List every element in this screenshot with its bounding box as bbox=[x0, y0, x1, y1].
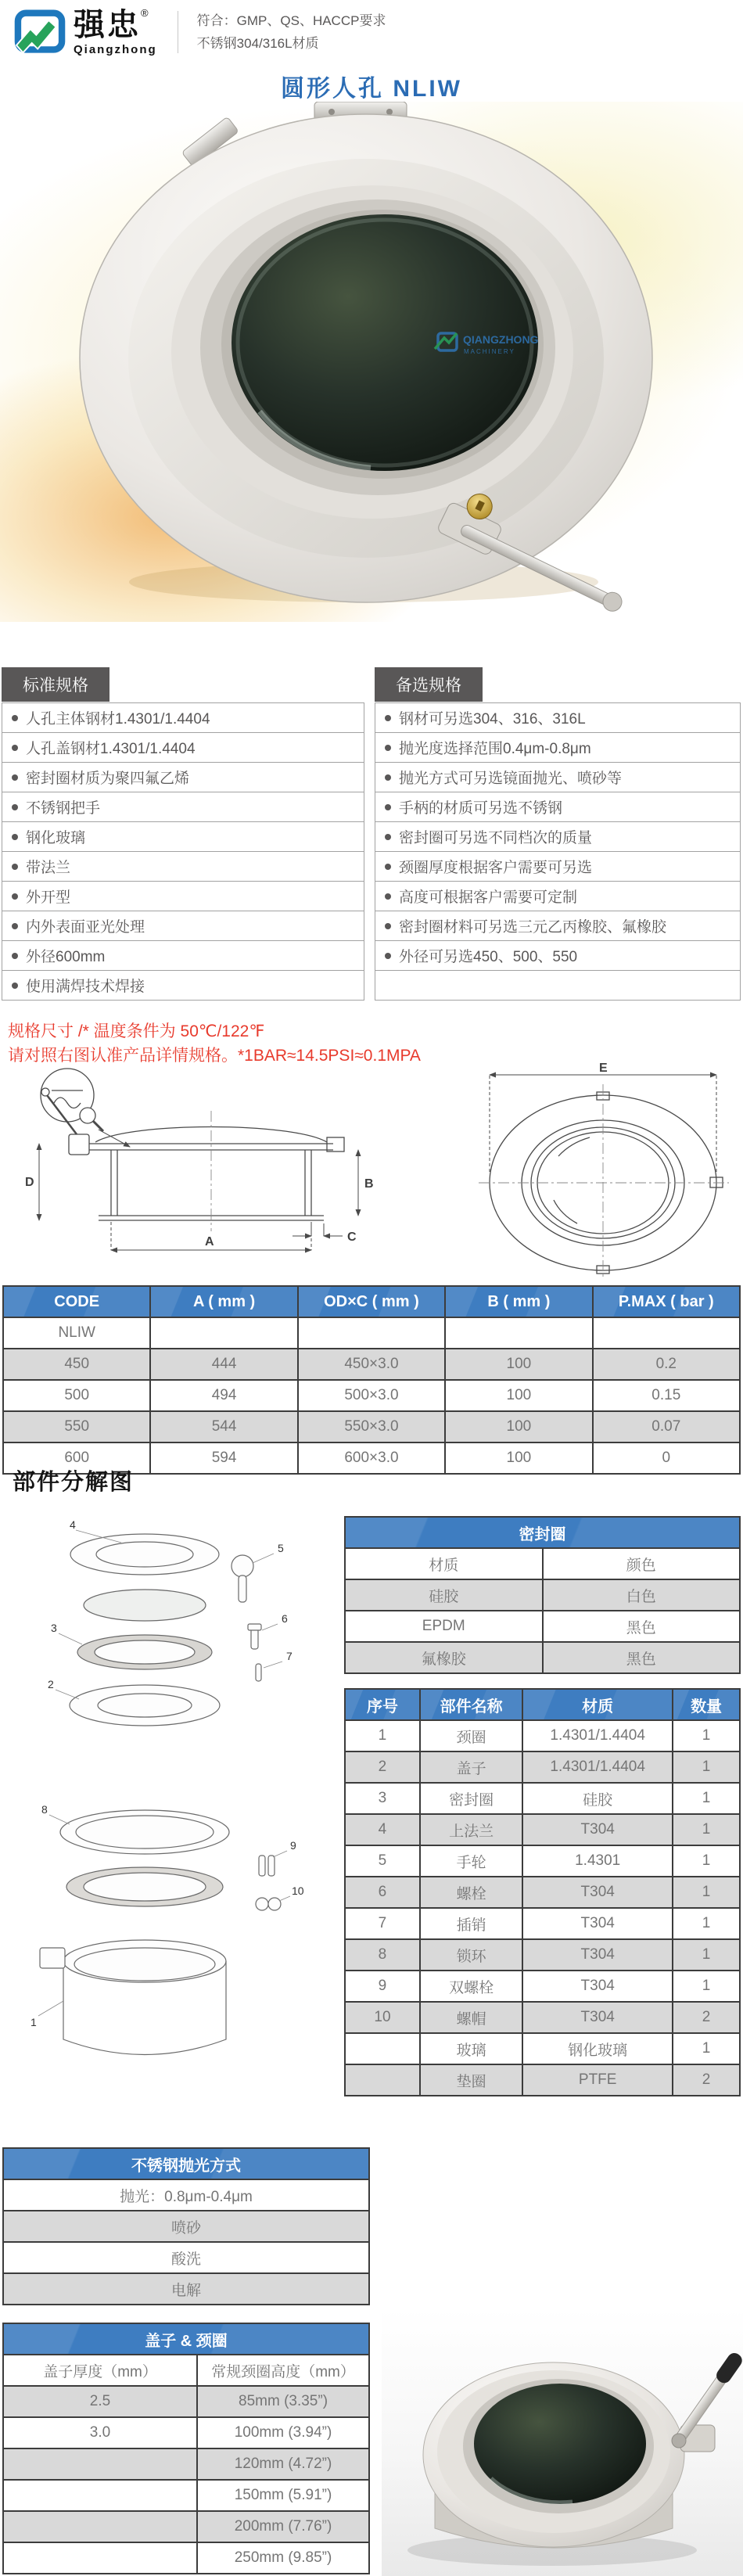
parts-table-row bbox=[345, 1877, 740, 1908]
spec-text: 密封圈材料可另选三元乙丙橡胶、氟橡胶 bbox=[399, 919, 667, 936]
standard-specs-title: 标准规格 bbox=[2, 667, 109, 702]
empty-cell bbox=[593, 1317, 740, 1349]
seal-table-row bbox=[345, 1548, 740, 1579]
cell: 0 bbox=[593, 1442, 740, 1474]
bullet-icon bbox=[385, 953, 391, 959]
cover-table-subheader-cell: 常规颈圈高度（mm） bbox=[197, 2355, 369, 2386]
spec-text: 抛光方式可另选镜面抛光、喷砂等 bbox=[399, 771, 623, 787]
dimension-label-e: E bbox=[599, 1062, 608, 1075]
cell: 1.4301/1.4404 bbox=[522, 1751, 673, 1783]
cell: 1 bbox=[673, 1845, 740, 1877]
spec-text: 人孔盖钢材1.4301/1.4404 bbox=[26, 741, 196, 757]
spec-text: 密封圈材质为聚四氟乙烯 bbox=[26, 771, 190, 787]
spec-row bbox=[2, 702, 364, 733]
cell bbox=[345, 2033, 420, 2064]
callout-label-7: 7 bbox=[286, 1650, 293, 1662]
cell: 盖子 bbox=[420, 1751, 522, 1783]
bullet-icon bbox=[385, 745, 391, 751]
spec-row bbox=[2, 940, 364, 971]
parts-table-row bbox=[345, 2002, 740, 2033]
cell: 600 bbox=[3, 1442, 150, 1474]
cell: 1 bbox=[673, 2033, 740, 2064]
spec-text: 使用满焊技术焊接 bbox=[26, 979, 145, 995]
spec-text: 钢材可另选304、316、316L bbox=[399, 711, 586, 728]
watermark-line-1: QIANGZHONG bbox=[463, 333, 539, 346]
seal-table-title-row bbox=[345, 1517, 740, 1548]
manhole-photo-illustration bbox=[0, 102, 743, 622]
cover-table-title: 盖子 & 颈圈 bbox=[3, 2323, 369, 2355]
parts-table-row bbox=[345, 1751, 740, 1783]
cell: 594 bbox=[150, 1442, 297, 1474]
parts-table-row bbox=[345, 1908, 740, 1939]
bullet-icon bbox=[12, 834, 18, 840]
polish-table-row bbox=[3, 2273, 369, 2305]
cell: 插销 bbox=[420, 1908, 522, 1939]
optional-specs-title: 备选规格 bbox=[375, 667, 483, 702]
cell: 锁环 bbox=[420, 1939, 522, 1971]
spec-text: 外开型 bbox=[26, 889, 71, 906]
spec-text: 手柄的材质可另选不锈钢 bbox=[399, 800, 563, 817]
polish-table-row bbox=[3, 2179, 369, 2211]
size-table-header-cell: B ( mm ) bbox=[445, 1286, 592, 1317]
bullet-icon bbox=[12, 983, 18, 989]
cell: 3 bbox=[345, 1783, 420, 1814]
cell: 黑色 bbox=[543, 1611, 741, 1642]
cell: 1 bbox=[345, 1720, 420, 1751]
seal-table-row bbox=[345, 1642, 740, 1673]
cell: 1 bbox=[673, 1877, 740, 1908]
callout-label-1: 1 bbox=[31, 2016, 37, 2028]
registered-mark: ® bbox=[141, 6, 149, 19]
cell: 2 bbox=[345, 1751, 420, 1783]
spec-text: 内外表面亚光处理 bbox=[26, 919, 145, 936]
cell: 600×3.0 bbox=[298, 1442, 445, 1474]
spec-row bbox=[2, 881, 364, 911]
brand-logo-icon bbox=[14, 9, 66, 55]
cell: 5 bbox=[345, 1845, 420, 1877]
brand-name-cn: 强忠 bbox=[74, 7, 141, 42]
cell: 材质 bbox=[345, 1548, 543, 1579]
cell: 1 bbox=[673, 1939, 740, 1971]
cell bbox=[3, 2511, 197, 2542]
spec-notes bbox=[8, 1019, 421, 1068]
cover-table-subheader-cell: 盖子厚度（mm） bbox=[3, 2355, 197, 2386]
cell: 1 bbox=[673, 1720, 740, 1751]
callout-label-2: 2 bbox=[48, 1678, 54, 1690]
size-table-header-cell: P.MAX ( bar ) bbox=[593, 1286, 740, 1317]
cell: 0.2 bbox=[593, 1349, 740, 1380]
bullet-icon bbox=[385, 715, 391, 721]
callout-label-3: 3 bbox=[51, 1622, 57, 1634]
size-table-row bbox=[3, 1411, 740, 1442]
cell: 100 bbox=[445, 1442, 592, 1474]
cell: 444 bbox=[150, 1349, 297, 1380]
polish-table-title: 不锈钢抛光方式 bbox=[3, 2148, 369, 2179]
spec-row bbox=[375, 762, 741, 792]
header bbox=[0, 0, 743, 64]
cell: 手轮 bbox=[420, 1845, 522, 1877]
spec-text: 高度可根据客户需要可定制 bbox=[399, 889, 578, 906]
cell: 6 bbox=[345, 1877, 420, 1908]
dimension-label-a: A bbox=[205, 1235, 214, 1248]
cell: 250mm (9.85”) bbox=[197, 2542, 369, 2574]
size-table-row bbox=[3, 1380, 740, 1411]
spec-text: 带法兰 bbox=[26, 860, 71, 876]
cell bbox=[3, 2542, 197, 2574]
spec-row bbox=[375, 911, 741, 941]
cell: T304 bbox=[522, 2002, 673, 2033]
cell: 450×3.0 bbox=[298, 1349, 445, 1380]
cell: 200mm (7.76”) bbox=[197, 2511, 369, 2542]
spec-row bbox=[2, 970, 364, 1001]
cell: T304 bbox=[522, 1877, 673, 1908]
cell: 螺栓 bbox=[420, 1877, 522, 1908]
cover-table-row bbox=[3, 2417, 369, 2448]
spec-row bbox=[375, 821, 741, 852]
size-table-row bbox=[3, 1349, 740, 1380]
parts-table-row bbox=[345, 1939, 740, 1971]
cell: 0.07 bbox=[593, 1411, 740, 1442]
dimension-label-b: B bbox=[364, 1177, 374, 1191]
parts-table-row bbox=[345, 2033, 740, 2064]
clamp-handle-2 bbox=[672, 2350, 743, 2452]
cell: 双螺栓 bbox=[420, 1971, 522, 2002]
bullet-icon bbox=[12, 745, 18, 751]
bullet-icon bbox=[385, 864, 391, 870]
cell bbox=[3, 2480, 197, 2511]
cell: 494 bbox=[150, 1380, 297, 1411]
header-tagline-1: 符合：GMP、QS、HACCP要求 bbox=[196, 13, 386, 28]
spec-text: 外径可另选450、500、550 bbox=[399, 949, 578, 965]
spec-text: 人孔主体钢材1.4301/1.4404 bbox=[26, 711, 210, 728]
cell: 电解 bbox=[3, 2273, 369, 2305]
manhole-photo-2-illustration bbox=[382, 2308, 743, 2576]
cover-table-row bbox=[3, 2511, 369, 2542]
bullet-icon bbox=[385, 834, 391, 840]
callout-label-10: 10 bbox=[292, 1884, 304, 1897]
parts-table-header-cell: 序号 bbox=[345, 1689, 420, 1720]
cover-table-row bbox=[3, 2542, 369, 2574]
cell: T304 bbox=[522, 1908, 673, 1939]
parts-table-row bbox=[345, 2064, 740, 2096]
cell: 白色 bbox=[543, 1579, 741, 1611]
cell: 1 bbox=[673, 1751, 740, 1783]
cell: 颈圈 bbox=[420, 1720, 522, 1751]
cell: 100 bbox=[445, 1380, 592, 1411]
size-table-header-cell: CODE bbox=[3, 1286, 150, 1317]
callout-label-6: 6 bbox=[282, 1612, 288, 1625]
cell: 密封圈 bbox=[420, 1783, 522, 1814]
cell: 100 bbox=[445, 1411, 592, 1442]
cell: 2.5 bbox=[3, 2386, 197, 2417]
exploded-diagram bbox=[4, 1504, 344, 2086]
exploded-view-title: 部件分解图 bbox=[13, 1470, 135, 1495]
header-taglines bbox=[197, 9, 386, 55]
cell: 1.4301 bbox=[522, 1845, 673, 1877]
spec-text: 抛光度选择范围0.4μm-0.8μm bbox=[399, 741, 591, 757]
polish-table-row bbox=[3, 2242, 369, 2273]
spec-text: 外径600mm bbox=[26, 949, 106, 965]
size-table-header-cell: A ( mm ) bbox=[150, 1286, 297, 1317]
cell: 8 bbox=[345, 1939, 420, 1971]
cover-table-row bbox=[3, 2448, 369, 2480]
cell: 2 bbox=[673, 2064, 740, 2096]
bullet-icon bbox=[12, 774, 18, 781]
cell: 抛光：0.8μm-0.4μm bbox=[3, 2179, 369, 2211]
cell: 550 bbox=[3, 1411, 150, 1442]
cover-table-row bbox=[3, 2386, 369, 2417]
cell: 500×3.0 bbox=[298, 1380, 445, 1411]
parts-table-row bbox=[345, 1971, 740, 2002]
spec-row bbox=[375, 940, 741, 971]
spec-text: 颈圈厚度根据客户需要可另选 bbox=[399, 860, 593, 876]
spec-row bbox=[2, 732, 364, 763]
parts-table bbox=[344, 1688, 741, 2096]
spec-text: 钢化玻璃 bbox=[26, 830, 86, 846]
bullet-icon bbox=[385, 893, 391, 900]
polish-table-row bbox=[3, 2211, 369, 2242]
cell: 钢化玻璃 bbox=[522, 2033, 673, 2064]
seal-table-row bbox=[345, 1579, 740, 1611]
parts-table-header-cell: 数量 bbox=[673, 1689, 740, 1720]
cell: 0.15 bbox=[593, 1380, 740, 1411]
cover-neck-table bbox=[2, 2323, 370, 2574]
bullet-icon bbox=[385, 774, 391, 781]
cell: PTFE bbox=[522, 2064, 673, 2096]
standard-specs-section bbox=[2, 667, 364, 1001]
cell: 2 bbox=[673, 2002, 740, 2033]
spec-row bbox=[375, 881, 741, 911]
top-view-drawing bbox=[466, 1062, 743, 1280]
bullet-icon bbox=[12, 715, 18, 721]
bullet-icon bbox=[12, 893, 18, 900]
parts-table-row bbox=[345, 1845, 740, 1877]
cell: 垫圈 bbox=[420, 2064, 522, 2096]
polish-methods-table bbox=[2, 2147, 370, 2305]
parts-table-header-cell: 部件名称 bbox=[420, 1689, 522, 1720]
size-table bbox=[2, 1285, 741, 1475]
bullet-icon bbox=[12, 864, 18, 870]
size-table-header-cell: OD×C ( mm ) bbox=[298, 1286, 445, 1317]
size-table-series-row bbox=[3, 1317, 740, 1349]
cell: 120mm (4.72”) bbox=[197, 2448, 369, 2480]
bullet-icon bbox=[12, 804, 18, 810]
cover-table-subheader-row bbox=[3, 2355, 369, 2386]
spec-row bbox=[375, 792, 741, 822]
note-line-2: 请对照右图认准产品详情规格。*1BAR≈14.5PSI≈0.1MPA bbox=[8, 1047, 421, 1065]
cell: T304 bbox=[522, 1939, 673, 1971]
spec-row bbox=[2, 851, 364, 882]
cell: 100 bbox=[445, 1349, 592, 1380]
spec-row-empty bbox=[375, 970, 741, 1001]
cell: 1 bbox=[673, 1814, 740, 1845]
cell: 喷砂 bbox=[3, 2211, 369, 2242]
cell: EPDM bbox=[345, 1611, 543, 1642]
cell: 7 bbox=[345, 1908, 420, 1939]
optional-specs-list bbox=[375, 702, 741, 1001]
cell: 黑色 bbox=[543, 1642, 741, 1673]
cell: 150mm (5.91”) bbox=[197, 2480, 369, 2511]
cell: 硅胶 bbox=[345, 1579, 543, 1611]
callout-label-8: 8 bbox=[41, 1803, 48, 1816]
note-line-1: 规格尺寸 /* 温度条件为 50℃/122℉ bbox=[8, 1022, 265, 1040]
bottom-product-photo bbox=[382, 2308, 743, 2576]
empty-cell bbox=[445, 1317, 592, 1349]
spec-row bbox=[375, 851, 741, 882]
brand-name-en: Qiangzhong bbox=[74, 42, 157, 56]
spec-text: 密封圈可另选不同档次的质量 bbox=[399, 830, 593, 846]
cell: 1 bbox=[673, 1908, 740, 1939]
side-section-drawing bbox=[11, 1062, 402, 1280]
cell: 玻璃 bbox=[420, 2033, 522, 2064]
cell: 85mm (3.35”) bbox=[197, 2386, 369, 2417]
spec-row bbox=[2, 821, 364, 852]
cell: 1 bbox=[673, 1971, 740, 2002]
parts-table-header-row bbox=[345, 1689, 740, 1720]
callout-label-4: 4 bbox=[70, 1518, 76, 1531]
callout-label-5: 5 bbox=[278, 1542, 284, 1554]
cell bbox=[345, 2064, 420, 2096]
standard-specs-list bbox=[2, 702, 364, 1001]
cell: 氟橡胶 bbox=[345, 1642, 543, 1673]
brand-text bbox=[74, 6, 157, 56]
seal-table-row bbox=[345, 1611, 740, 1642]
cell: 酸洗 bbox=[3, 2242, 369, 2273]
brand-logo bbox=[14, 6, 157, 56]
size-table-header-row bbox=[3, 1286, 740, 1317]
cell: 硅胶 bbox=[522, 1783, 673, 1814]
bullet-icon bbox=[12, 923, 18, 929]
bullet-icon bbox=[12, 953, 18, 959]
series-cell: NLIW bbox=[3, 1317, 150, 1349]
polish-table-title-row bbox=[3, 2148, 369, 2179]
cell: 3.0 bbox=[3, 2417, 197, 2448]
cell: 544 bbox=[150, 1411, 297, 1442]
dimension-label-d: D bbox=[25, 1176, 34, 1189]
bullet-icon bbox=[385, 923, 391, 929]
cover-table-title-row bbox=[3, 2323, 369, 2355]
seal-ring-table bbox=[344, 1516, 741, 1674]
cell: 螺帽 bbox=[420, 2002, 522, 2033]
spec-row bbox=[375, 702, 741, 733]
cell: 550×3.0 bbox=[298, 1411, 445, 1442]
empty-cell bbox=[150, 1317, 297, 1349]
cell: T304 bbox=[522, 1814, 673, 1845]
cell: T304 bbox=[522, 1971, 673, 2002]
page-title: 圆形人孔 NLIW bbox=[281, 76, 462, 102]
cell bbox=[3, 2448, 197, 2480]
parts-table-row bbox=[345, 1814, 740, 1845]
spec-text: 不锈钢把手 bbox=[26, 800, 101, 817]
header-tagline-2: 不锈钢304/316L材质 bbox=[196, 36, 319, 51]
optional-specs-section bbox=[375, 667, 741, 1001]
parts-table-header-cell: 材质 bbox=[522, 1689, 673, 1720]
seal-table-title: 密封圈 bbox=[345, 1517, 740, 1548]
cell: 1 bbox=[673, 1783, 740, 1814]
spec-row bbox=[2, 792, 364, 822]
spec-row bbox=[2, 911, 364, 941]
watermark-line-2: MACHINERY bbox=[464, 348, 515, 355]
cell: 450 bbox=[3, 1349, 150, 1380]
cell: 1.4301/1.4404 bbox=[522, 1720, 673, 1751]
spec-row bbox=[2, 762, 364, 792]
dimension-label-c: C bbox=[347, 1231, 357, 1244]
bullet-icon bbox=[385, 804, 391, 810]
cell: 9 bbox=[345, 1971, 420, 2002]
cover-table-row bbox=[3, 2480, 369, 2511]
parts-table-row bbox=[345, 1783, 740, 1814]
cell: 10 bbox=[345, 2002, 420, 2033]
cell: 4 bbox=[345, 1814, 420, 1845]
spec-row bbox=[375, 732, 741, 763]
cell: 颜色 bbox=[543, 1548, 741, 1579]
cell: 100mm (3.94”) bbox=[197, 2417, 369, 2448]
parts-table-row bbox=[345, 1720, 740, 1751]
cell: 上法兰 bbox=[420, 1814, 522, 1845]
empty-cell bbox=[298, 1317, 445, 1349]
product-photo bbox=[0, 102, 743, 622]
cell: 500 bbox=[3, 1380, 150, 1411]
callout-label-9: 9 bbox=[290, 1839, 296, 1852]
